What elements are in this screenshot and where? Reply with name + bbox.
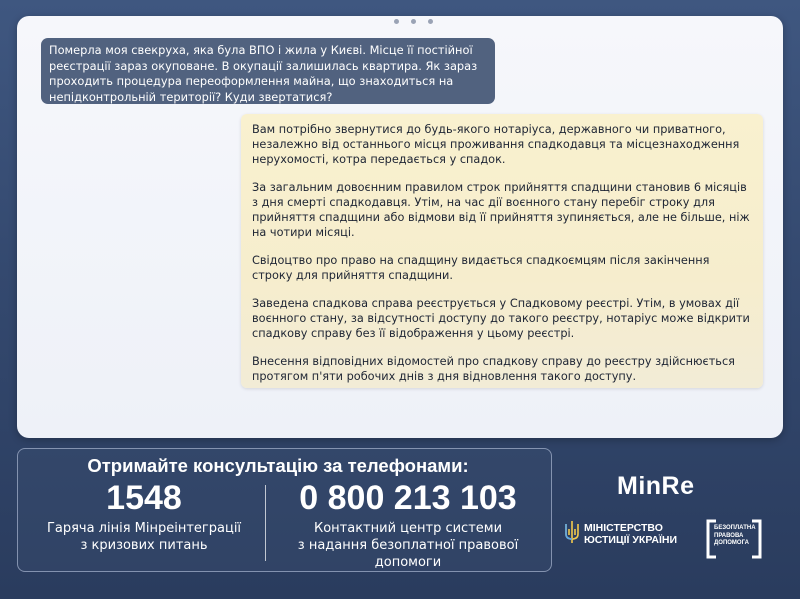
- user-message-bubble: Померла моя свекруха, яка була ВПО і жила у Києві. Місце її постійної реєстрації зараз окуповане. В окупації залишилась квартира. Як зараз проходить процедура переоформлення майна, що знаходиться на непідконтрольній території? Куди звертатися?: [41, 38, 495, 104]
- hotline-desc-line: Гаряча лінія Мінреінтеграції: [46, 521, 242, 536]
- ministry-line: ЮСТИЦІЇ УКРАЇНИ: [584, 534, 678, 546]
- contact-desc-line: допомоги: [374, 555, 442, 570]
- contact-desc-line: Контактний центр системи: [313, 521, 503, 536]
- divider: [265, 485, 266, 561]
- ministry-line: МІНІСТЕРСТВО: [584, 522, 663, 534]
- hotline-block: [30, 479, 258, 554]
- ministry-of-justice-logo: [565, 520, 677, 548]
- dot: [411, 19, 416, 24]
- dot: [394, 19, 399, 24]
- hotline-description: [30, 520, 258, 554]
- legal-aid-text: [714, 525, 758, 548]
- legal-aid-line: ПРАВОВА: [714, 532, 744, 539]
- legal-aid-line: БЕЗОПЛАТНА: [714, 525, 756, 531]
- more-dots-icon[interactable]: [394, 19, 433, 24]
- reply-paragraph: Заведена спадкова справа реєструється у Спадковому реєстрі. Утім, в умовах дії воєнного стану, за відсутності доступу до такого реєстру, нотаріус може відкрити спадкову справу без її відображення у цьому реєстрі.: [252, 297, 750, 340]
- legal-aid-logo: [706, 519, 762, 559]
- contact-desc-line: з надання безоплатної правової: [297, 538, 519, 553]
- legal-aid-line: ДОПОМОГА: [714, 540, 749, 546]
- minre-logo: MinRe: [617, 472, 695, 500]
- dot: [428, 19, 433, 24]
- contact-center-block: [273, 479, 543, 571]
- contact-center-description: [273, 520, 543, 571]
- consultation-panel: [17, 448, 552, 572]
- hotline-desc-line: з кризових питань: [80, 538, 208, 553]
- consultation-title: Отримайте консультацію за телефонами:: [87, 455, 469, 476]
- reply-paragraph: Свідоцтво про право на спадщину видається спадкоємцям після закінчення строку для прийняття спадщини.: [252, 254, 710, 282]
- reply-paragraph: Вам потрібно звернутися до будь-якого нотаріуса, державного чи приватного, незалежно від останнього місця проживання спадкодавця та місцезнаходження нерухомості, котра передається у спадок.: [252, 123, 740, 166]
- hotline-number[interactable]: 1548: [106, 479, 182, 517]
- contact-center-number[interactable]: 0 800 213 103: [299, 479, 517, 517]
- reply-paragraph: За загальним довоєнним правилом строк прийняття спадщини становив 6 місяців з дня смерті спадкодавця. Утім, на час дії воєнного стану перебіг строку для прийняття спадщини або відмови від її прийняття зупиняється, але не більше, ніж на чотири місяці.: [252, 181, 750, 239]
- reply-paragraph: Внесення відповідних відомостей про спадкову справу до реєстру здійснюється протягом п'яти робочих днів з дня відновлення такого доступу.: [252, 355, 735, 383]
- assistant-reply-bubble: [241, 114, 763, 388]
- ministry-name: [584, 522, 677, 546]
- trident-icon: [565, 520, 579, 548]
- chat-window: [17, 16, 783, 438]
